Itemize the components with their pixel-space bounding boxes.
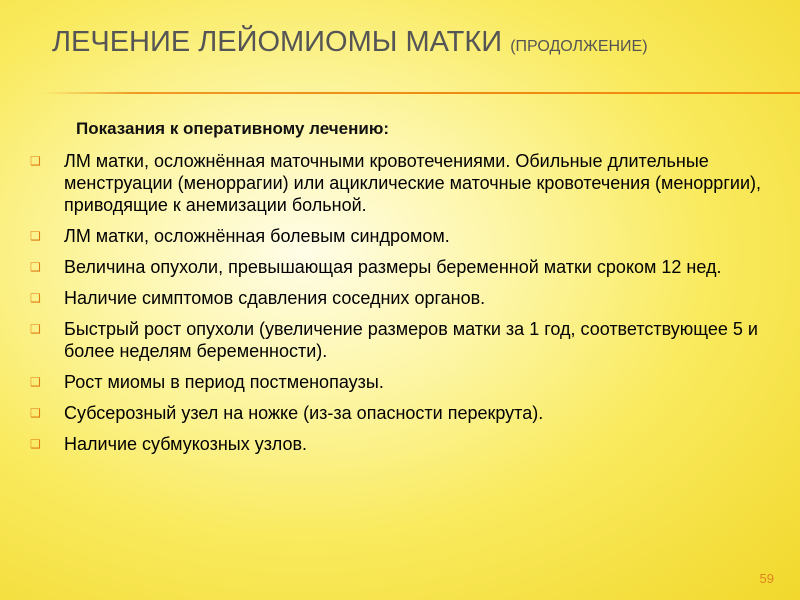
subheading: Показания к оперативному лечению: — [76, 119, 390, 138]
checkbox-bullet-icon: ❑ — [30, 322, 41, 336]
list-item-text: Наличие симптомов сдавления соседних органов. — [64, 288, 486, 308]
checkbox-bullet-icon: ❑ — [30, 260, 41, 274]
list-item — [30, 287, 770, 309]
checkbox-bullet-icon: ❑ — [30, 375, 41, 389]
list-item-text: ЛМ матки, осложнённая болевым синдромом. — [64, 226, 450, 246]
list-item — [30, 150, 770, 216]
list-item — [30, 256, 770, 278]
list-item — [30, 371, 770, 393]
page-number: 59 — [759, 571, 774, 586]
indications-list — [30, 150, 770, 455]
title-divider — [42, 92, 800, 94]
list-item — [30, 318, 770, 362]
list-item — [30, 433, 770, 455]
slide-content — [30, 118, 770, 464]
slide-title — [52, 26, 772, 59]
slide-title-main: ЛЕЧЕНИЕ ЛЕЙОМИОМЫ МАТКИ — [52, 26, 503, 58]
list-item — [30, 225, 770, 247]
checkbox-bullet-icon: ❑ — [30, 406, 41, 420]
checkbox-bullet-icon: ❑ — [30, 229, 41, 243]
list-item-text: Рост миомы в период постменопаузы. — [64, 372, 384, 392]
list-item-text: Величина опухоли, превышающая размеры беременной матки сроком 12 нед. — [64, 257, 722, 277]
checkbox-bullet-icon: ❑ — [30, 291, 41, 305]
list-item — [30, 402, 770, 424]
list-item-text: Субсерозный узел на ножке (из-за опасности перекрута). — [64, 403, 544, 423]
list-item-text: Быстрый рост опухоли (увеличение размеров матки за 1 год, соответствующее 5 и более неделям беременности). — [64, 319, 758, 361]
list-item-text: Наличие субмукозных узлов. — [64, 434, 308, 454]
checkbox-bullet-icon: ❑ — [30, 154, 41, 168]
checkbox-bullet-icon: ❑ — [30, 437, 41, 451]
slide-title-sub: (ПРОДОЛЖЕНИЕ) — [510, 38, 648, 55]
list-item-text: ЛМ матки, осложнённая маточными кровотечениями. Обильные длительные менструации (меноррагии) или ациклические маточные кровотечения (менорргии), приводящие к анемизации больной. — [64, 151, 761, 215]
